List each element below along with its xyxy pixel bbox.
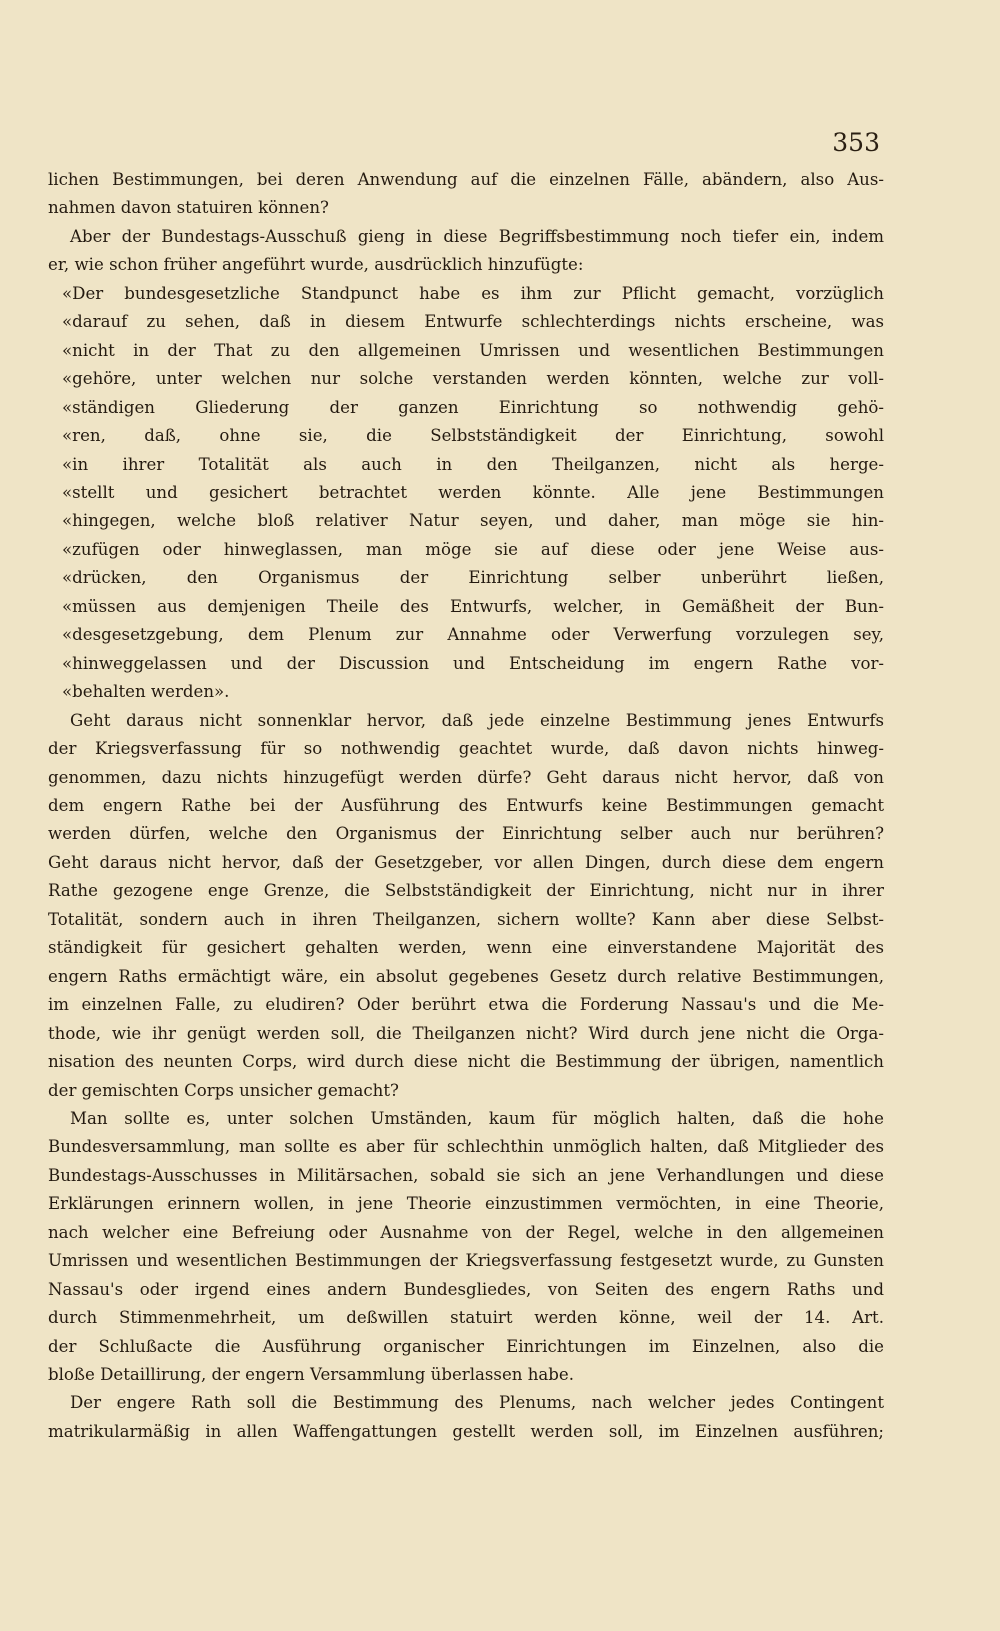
text-line: genommen, dazu nichts hinzugefügt werden dürfe? Geht daraus nicht hervor, daß von (48, 767, 884, 787)
text-line: «stellt und gesichert betrachtet werden könnte. Alle jene Bestimmungen (62, 482, 884, 502)
text-line: «gehöre, unter welchen nur solche verstanden werden könnten, welche zur voll- (62, 369, 884, 389)
text-line: werden dürfen, welche den Organismus der Einrichtung selber auch nur berühren? (48, 824, 884, 844)
text-line: der Kriegsverfassung für so nothwendig geachtet wurde, daß davon nichts hinweg- (48, 739, 884, 759)
text-line: dem engern Rathe bei der Ausführung des Entwurfs keine Bestimmungen gemacht (48, 795, 884, 815)
text-line: bloße Detaillirung, der engern Versammlung überlassen habe. (48, 1365, 575, 1385)
text-line: «in ihrer Totalität als auch in den Theilganzen, nicht als herge- (62, 454, 884, 474)
text-line: nahmen davon statuiren können? (48, 198, 329, 218)
text-line: «behalten werden». (62, 682, 230, 702)
text-line: Umrissen und wesentlichen Bestimmungen der Kriegsverfassung festgesetzt wurde, zu Gunsten (48, 1251, 884, 1271)
text-line: der gemischten Corps unsicher gemacht? (48, 1080, 399, 1100)
text-line: «desgesetzgebung, dem Plenum zur Annahme oder Verwerfung vorzulegen sey, (62, 625, 884, 645)
text-line: Nassau's oder irgend eines andern Bundesgliedes, von Seiten des engern Raths und (48, 1279, 884, 1299)
text-line: Man sollte es, unter solchen Umständen, kaum für möglich halten, daß die hohe (70, 1108, 884, 1128)
text-line: lichen Bestimmungen, bei deren Anwendung auf die einzelnen Fälle, abändern, also Aus- (48, 170, 884, 189)
text-line: er, wie schon früher angeführt wurde, ausdrücklich hinzufügte: (48, 255, 584, 275)
text-line: Erklärungen erinnern wollen, in jene Theorie einzustimmen vermöchten, in eine Theorie, (48, 1194, 884, 1214)
text-line: «ren, daß, ohne sie, die Selbstständigkeit der Einrichtung, sowohl (62, 426, 884, 446)
text-line: Totalität, sondern auch in ihren Theilganzen, sichern wollte? Kann aber diese Selbst- (48, 909, 884, 929)
text-line: im einzelnen Falle, zu eludiren? Oder berührt etwa die Forderung Nassau's und die Me- (48, 995, 884, 1015)
text-line: nisation des neunten Corps, wird durch diese nicht die Bestimmung der übrigen, namentlich (48, 1052, 884, 1072)
body-text (48, 166, 884, 1446)
text-line: «zufügen oder hinweglassen, man möge sie auf diese oder jene Weise aus- (62, 539, 884, 559)
text-line: «nicht in der That zu den allgemeinen Umrissen und wesentlichen Bestimmungen (62, 340, 884, 360)
text-line: Geht daraus nicht sonnenklar hervor, daß jede einzelne Bestimmung jenes Entwurfs (70, 710, 884, 730)
text-line: Rathe gezogene enge Grenze, die Selbstständigkeit der Einrichtung, nicht nur in ihrer (48, 881, 884, 901)
page-number: 353 (832, 128, 880, 157)
text-line: «ständigen Gliederung der ganzen Einrichtung so nothwendig gehö- (62, 397, 884, 417)
text-line: Bundestags-Ausschusses in Militärsachen, sobald sie sich an jene Verhandlungen und diese (48, 1165, 884, 1185)
text-line: «drücken, den Organismus der Einrichtung selber unberührt ließen, (62, 568, 884, 588)
text-line: «müssen aus demjenigen Theile des Entwurfs, welcher, in Gemäßheit der Bun- (62, 596, 884, 616)
text-line: nach welcher eine Befreiung oder Ausnahme von der Regel, welche in den allgemeinen (48, 1222, 884, 1242)
text-line: ständigkeit für gesichert gehalten werden, wenn eine einverstandene Majorität des (48, 938, 884, 958)
text-line: «Der bundesgesetzliche Standpunct habe es ihm zur Pflicht gemacht, vorzüglich (62, 283, 884, 303)
text-line: der Schlußacte die Ausführung organischer Einrichtungen im Einzelnen, also die (48, 1336, 884, 1356)
text-line: Der engere Rath soll die Bestimmung des Plenums, nach welcher jedes Contingent (70, 1393, 884, 1413)
text-line: «hinweggelassen und der Discussion und Entscheidung im engern Rathe vor- (62, 653, 884, 673)
text-line: «hingegen, welche bloß relativer Natur seyen, und daher, man möge sie hin- (62, 511, 884, 531)
text-line: engern Raths ermächtigt wäre, ein absolut gegebenes Gesetz durch relative Bestimmungen, (48, 966, 884, 986)
text-line: Aber der Bundestags-Ausschuß gieng in diese Begriffsbestimmung noch tiefer ein, indem (70, 226, 884, 246)
text-line: matrikularmäßig in allen Waffengattungen gestellt werden soll, im Einzelnen ausführen; (48, 1421, 884, 1441)
text-line: Geht daraus nicht hervor, daß der Gesetzgeber, vor allen Dingen, durch diese dem engern (48, 852, 884, 872)
text-line: «darauf zu sehen, daß in diesem Entwurfe schlechterdings nichts erscheine, was (62, 312, 884, 332)
text-line: Bundesversammlung, man sollte es aber für schlechthin unmöglich halten, daß Mitglieder des (48, 1137, 884, 1157)
text-line: durch Stimmenmehrheit, um deßwillen statuirt werden könne, weil der 14. Art. (48, 1308, 884, 1328)
text-line: thode, wie ihr genügt werden soll, die Theilganzen nicht? Wird durch jene nicht die Orga- (48, 1023, 884, 1043)
